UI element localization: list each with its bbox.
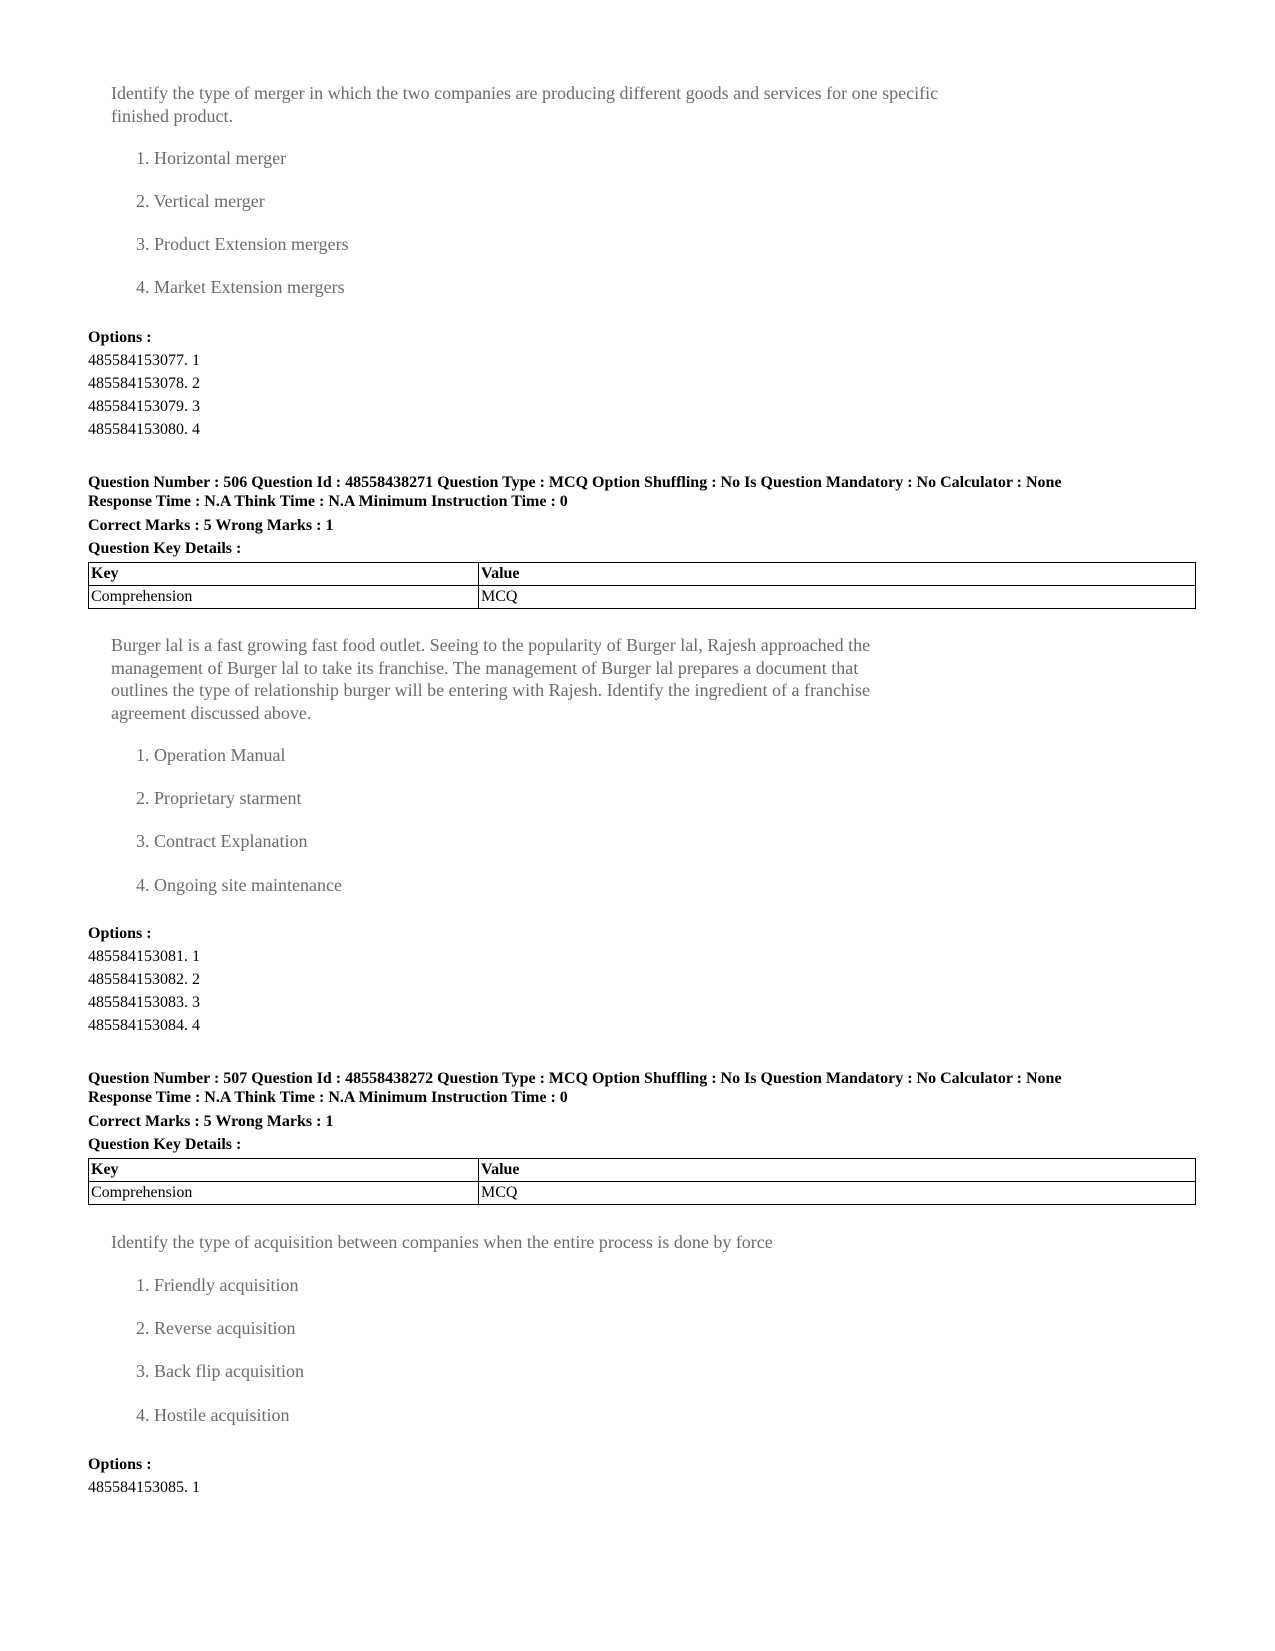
option-line: 485584153077. 1 [88, 352, 200, 369]
choice-item: 1. Horizontal merger [136, 148, 287, 168]
question-image-505 [111, 82, 971, 297]
table-header-value: Value [479, 563, 1196, 586]
question-text: Identify the type of merger in which the two companies are producing different goods and services for one specific finished product. [111, 83, 939, 126]
question-text: Identify the type of acquisition between companies when the entire process is done by force [111, 1232, 773, 1252]
table-cell-value: MCQ [479, 586, 1196, 609]
table-row [89, 586, 1196, 609]
question-text: Burger lal is a fast growing fast food outlet. Seeing to the popularity of Burger lal, Rajesh approached the management of Burger lal to take its franchise. The management of Burger lal prepares a document that outlines the type of relationship burger will be entering with Rajesh. Identify the ingredient of a franchise agreement discussed above. [111, 635, 871, 723]
choice-item: 3. Product Extension mergers [136, 234, 349, 254]
question-image-506 [111, 634, 911, 895]
choice-item: 3. Contract Explanation [136, 831, 308, 851]
choice-item: 2. Proprietary starment [136, 788, 302, 808]
choice-item: 4. Hostile acquisition [136, 1405, 290, 1425]
choice-item: 1. Friendly acquisition [136, 1275, 299, 1295]
choice-item: 4. Ongoing site maintenance [136, 875, 342, 895]
option-line: 485584153081. 1 [88, 948, 200, 965]
key-details-label: Question Key Details : [88, 540, 242, 557]
table-row [89, 1182, 1196, 1205]
table-header-row [89, 1159, 1196, 1182]
question-marks: Correct Marks : 5 Wrong Marks : 1 [88, 517, 334, 534]
option-line: 485584153082. 2 [88, 971, 200, 988]
table-header-value: Value [479, 1159, 1196, 1182]
key-details-table [88, 1158, 1196, 1205]
option-line: 485584153085. 1 [88, 1479, 200, 1496]
question-meta-timing: Response Time : N.A Think Time : N.A Minimum Instruction Time : 0 [88, 493, 568, 510]
key-details-table [88, 562, 1196, 609]
option-line: 485584153084. 4 [88, 1017, 200, 1034]
question-meta: Question Number : 507 Question Id : 48558438272 Question Type : MCQ Option Shuffling : No Is Question Mandatory : No Calculator : None [88, 1070, 1062, 1087]
options-label: Options : [88, 1456, 152, 1473]
option-line: 485584153083. 3 [88, 994, 200, 1011]
question-image-507 [111, 1231, 971, 1425]
option-line: 485584153079. 3 [88, 398, 200, 415]
question-meta: Question Number : 506 Question Id : 48558438271 Question Type : MCQ Option Shuffling : No Is Question Mandatory : No Calculator : None [88, 474, 1062, 491]
option-line: 485584153078. 2 [88, 375, 200, 392]
options-label: Options : [88, 329, 152, 346]
table-header-key: Key [89, 1159, 479, 1182]
options-label: Options : [88, 925, 152, 942]
table-header-key: Key [89, 563, 479, 586]
table-cell-key: Comprehension [89, 586, 479, 609]
choice-item: 2. Reverse acquisition [136, 1318, 296, 1338]
table-cell-key: Comprehension [89, 1182, 479, 1205]
choice-item: 3. Back flip acquisition [136, 1361, 304, 1381]
table-cell-value: MCQ [479, 1182, 1196, 1205]
question-meta-timing: Response Time : N.A Think Time : N.A Minimum Instruction Time : 0 [88, 1089, 568, 1106]
table-header-row [89, 563, 1196, 586]
choice-item: 4. Market Extension mergers [136, 277, 345, 297]
option-line: 485584153080. 4 [88, 421, 200, 438]
choice-item: 1. Operation Manual [136, 745, 286, 765]
question-marks: Correct Marks : 5 Wrong Marks : 1 [88, 1113, 334, 1130]
choice-item: 2. Vertical merger [136, 191, 265, 211]
key-details-label: Question Key Details : [88, 1136, 242, 1153]
